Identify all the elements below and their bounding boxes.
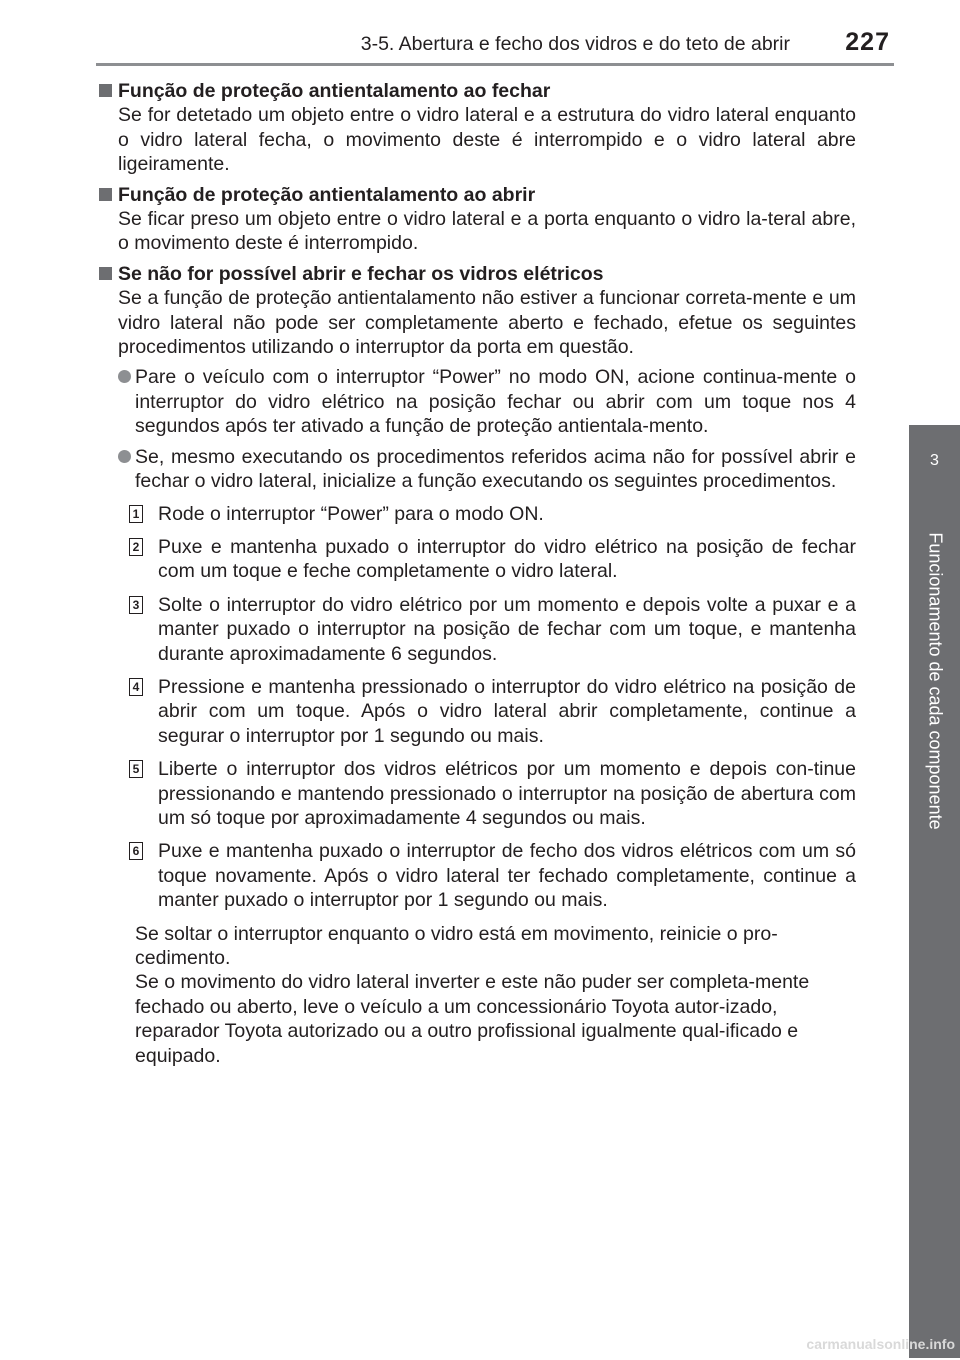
step-text: Puxe e mantenha puxado o interruptor do vidro elétrico na posição de fechar com um toque e feche completamente o vidro lateral.	[158, 535, 856, 583]
section-troubleshooting	[99, 262, 856, 1068]
list-item	[118, 445, 856, 494]
section-heading-text: Se não for possível abrir e fechar os vidros elétricos	[118, 262, 604, 285]
note-paragraph: Se soltar o interruptor enquanto o vidro está em movimento, reinicie o pro-cedimento.	[135, 922, 778, 969]
section-paragraph: Se a função de proteção antientalamento não estiver a funcionar correta-mente e um vidro lateral não pode ser completamente aberto e fechado, efetue os seguintes procedimentos utilizando o interruptor da porta em questão.	[118, 287, 856, 359]
step-item	[129, 757, 856, 830]
step-item	[129, 502, 856, 526]
chapter-number: 3	[930, 452, 939, 469]
page-body	[99, 79, 856, 1074]
bullet-text: Se, mesmo executando os procedimentos referidos acima não for possível abrir e fechar o vidro lateral, inicialize a função executando os seguintes procedimentos.	[135, 445, 856, 493]
header-title: 3-5. Abertura e fecho dos vidros e do teto de abrir	[360, 33, 790, 55]
section-heading-text: Função de proteção antientalamento ao fechar	[118, 80, 551, 102]
square-bullet-icon	[99, 84, 112, 97]
round-bullet-icon	[118, 450, 131, 463]
step-number-badge: 6	[129, 842, 143, 860]
step-text: Liberte o interruptor dos vidros elétricos por um momento e depois con-tinue pressionando e mantendo pressionado o interruptor na posição de abertura com um só toque por aproximadamente 4 segundos ou mais.	[158, 758, 856, 829]
step-number-badge: 3	[129, 596, 143, 614]
section-heading	[99, 262, 856, 286]
note-paragraph: Se o movimento do vidro lateral inverter e este não puder ser completa-mente fechado ou aberto, leve o veículo a um concessionário Toyota autor-izado, reparador Toyota autorizado ou a outro profissional igualmente qual-ificado e equipado.	[135, 971, 810, 1067]
step-item	[129, 675, 856, 748]
section-open-protection	[99, 183, 856, 256]
step-number-badge: 2	[129, 538, 143, 556]
square-bullet-icon	[99, 188, 112, 201]
section-heading	[99, 183, 856, 207]
step-item	[129, 593, 856, 666]
step-text: Solte o interruptor do vidro elétrico por um momento e depois volte a puxar e a manter puxado o interruptor na posição de fechar com um toque, e mantenha durante aproximadamente 6 segundos.	[158, 593, 856, 665]
page-number: 227	[845, 28, 890, 56]
step-item	[129, 535, 856, 584]
bullet-text: Pare o veículo com o interruptor “Power” no modo ON, acione continua-mente o interruptor do vidro elétrico na posição fechar ou abrir com um toque nos 4 segundos após ter ativado a função de proteção antientala-mento.	[135, 366, 856, 438]
step-number-badge: 1	[129, 505, 143, 523]
step-item	[129, 839, 856, 912]
header-divider	[96, 63, 894, 66]
watermark-text: carmanualsonline.info	[806, 1336, 955, 1352]
list-item	[118, 365, 856, 438]
section-paragraph: Se for detetado um objeto entre o vidro lateral e a estrutura do vidro lateral enquanto o vidro lateral fecha, o movimento deste é interrompido e o vidro lateral abre ligeiramente.	[118, 104, 856, 176]
round-bullet-icon	[118, 370, 131, 383]
procedure-steps	[129, 502, 856, 913]
chapter-tab	[909, 425, 960, 506]
step-number-badge: 4	[129, 678, 143, 696]
step-text: Puxe e mantenha puxado o interruptor de fecho dos vidros elétricos com um só toque novamente. Após o vidro lateral ter fechado completamente, continue a manter puxado o interruptor por 1 segundo ou mais.	[158, 840, 856, 912]
section-paragraph: Se ficar preso um objeto entre o vidro lateral e a porta enquanto o vidro la-teral abre, o movimento deste é interrompido.	[118, 208, 856, 255]
chapter-title-tab	[909, 506, 960, 1358]
square-bullet-icon	[99, 267, 112, 280]
section-close-protection	[99, 79, 856, 177]
step-number-badge: 5	[129, 760, 143, 778]
step-text: Pressione e mantenha pressionado o interruptor do vidro elétrico na posição de abrir com um toque. Após o vidro lateral abrir completamente, continue a segurar o interruptor por 1 segundo ou mais.	[158, 675, 856, 747]
section-heading-text: Função de proteção antientalamento ao abrir	[118, 183, 536, 206]
chapter-title: Funcionamento de cada componente	[925, 532, 945, 830]
step-text: Rode o interruptor “Power” para o modo ON.	[158, 502, 544, 525]
section-heading	[99, 79, 856, 103]
